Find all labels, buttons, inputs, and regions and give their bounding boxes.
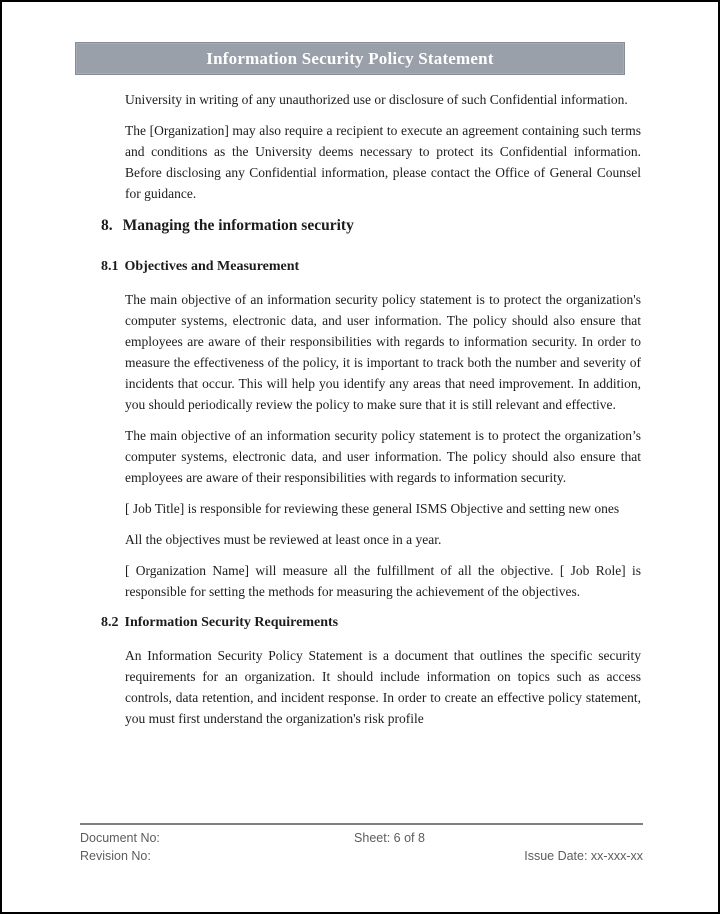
footer-spacer-2 xyxy=(354,847,425,865)
sheet-number: Sheet: 6 of 8 xyxy=(354,831,425,845)
paragraph-organization-measurement: [ Organization Name] will measure all the fulfillment of all the objective. [ Job Role] is responsible for setting the methods for measuring the achievement of the objectives. xyxy=(125,563,641,599)
footer-spacer-1 xyxy=(397,829,643,847)
paragraph-objectives-main-2: The main objective of an information security policy statement is to protect the organization’s computer systems, electronic data, and user information. The policy should also ensure that employees are aware of their responsibilities with regards to information security. xyxy=(125,428,641,485)
document-no-label: Document No: xyxy=(80,831,160,845)
section-8-2-title: Information Security Requirements xyxy=(124,615,339,630)
section-8-1-number: 8.1 xyxy=(101,259,119,274)
paragraph-job-title-responsibility: [ Job Title] is responsible for reviewing these general ISMS Objective and setting new ones xyxy=(125,501,620,516)
paragraph-confidential-notice: University in writing of any unauthorized use or disclosure of such Confidential information. xyxy=(125,92,628,107)
issue-date: Issue Date: xx-xxx-xx xyxy=(524,849,643,863)
section-heading-8-2 xyxy=(101,612,641,633)
paragraph-organization-agreement: The [Organization] may also require a recipient to execute an agreement containing such terms and conditions as the University deems necessary to protect its Confidential information. Before disclosing any Confidential information, please contact the Office of General Counsel for guidance. xyxy=(125,123,641,201)
page-footer xyxy=(80,823,643,865)
paragraph-objectives-main-1: The main objective of an information security policy statement is to protect the organization's computer systems, electronic data, and user information. The policy should also ensure that employees are aware of their responsibilities with regards to information security. In order to measure the effectiveness of the policy, it is important to track both the number and severity of incidents that occur. This will help you identify any areas that need improvement. In addition, you should periodically review the policy to make sure that it is still relevant and effective. xyxy=(125,292,641,412)
document-body xyxy=(2,75,718,729)
footer-divider xyxy=(80,823,643,825)
document-title-bar xyxy=(75,42,625,75)
section-heading-8-1 xyxy=(101,256,641,277)
paragraph-objectives-review: All the objectives must be reviewed at least once in a year. xyxy=(125,532,442,547)
footer-fields xyxy=(80,829,643,865)
section-heading-8 xyxy=(101,214,641,238)
document-title: Information Security Policy Statement xyxy=(206,48,494,68)
section-8-number: 8. xyxy=(101,217,113,234)
section-8-1-title: Objectives and Measurement xyxy=(124,259,300,274)
section-8-2-number: 8.2 xyxy=(101,615,119,630)
revision-no-label: Revision No: xyxy=(80,849,151,863)
section-8-title: Managing the information security xyxy=(122,217,354,234)
paragraph-security-requirements: An Information Security Policy Statement is a document that outlines the specific security requirements for an organization. It should include information on topics such as access controls, data retention, and incident response. In order to create an effective policy statement, you must first understand the organization's risk profile xyxy=(125,648,641,726)
